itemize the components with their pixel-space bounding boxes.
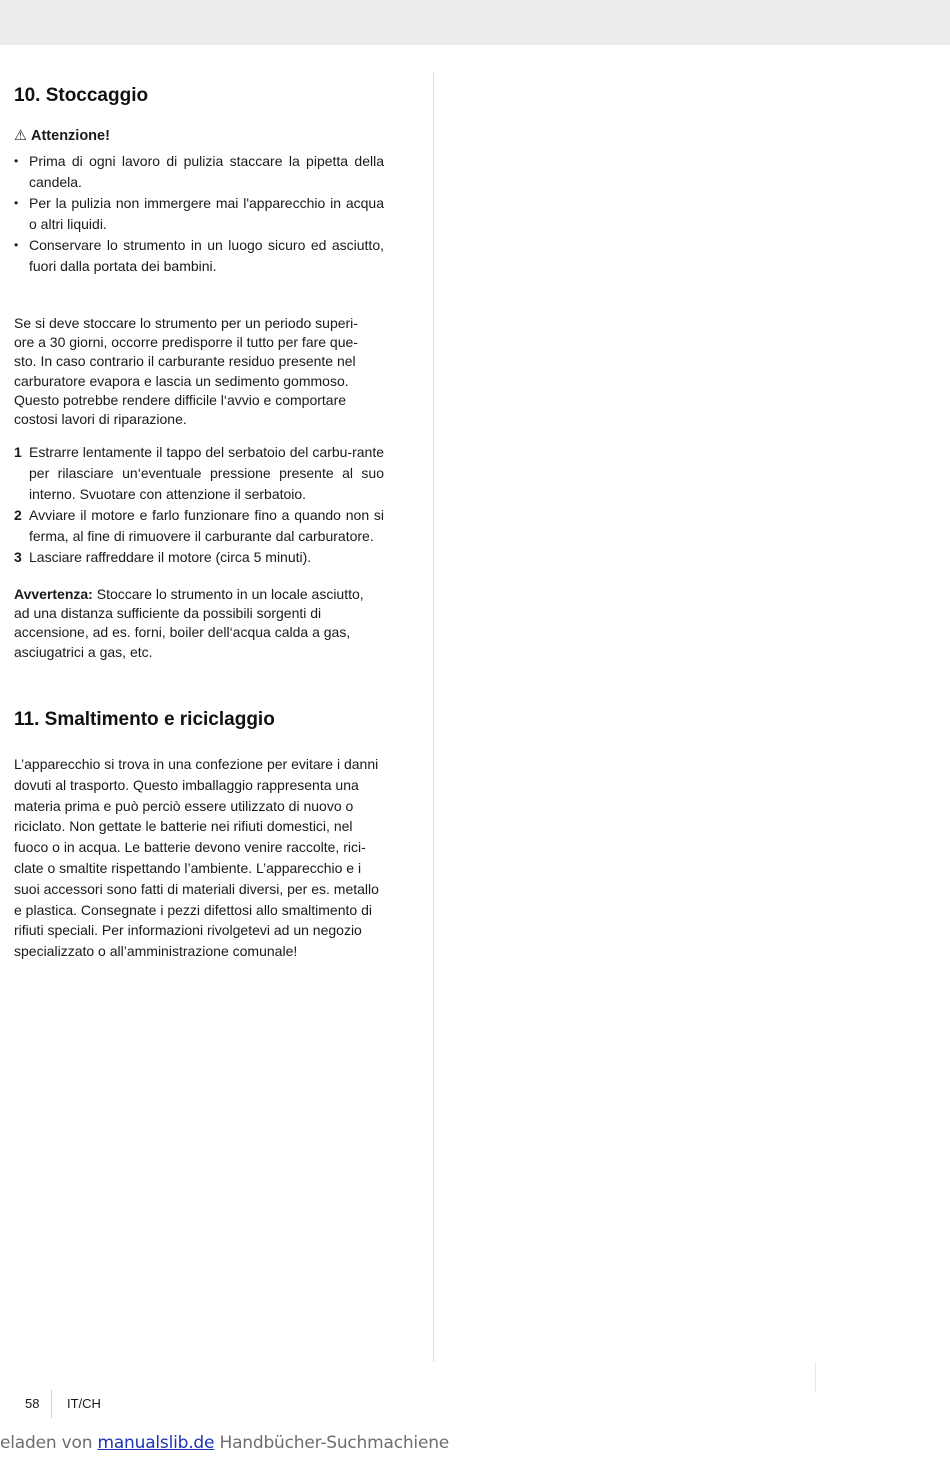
text-line: suoi accessori sono fatti di materiali diversi, per es. metallo — [14, 880, 379, 897]
step-text: Lasciare raffreddare il motore (circa 5 minuti). — [29, 549, 312, 565]
bullet-item: • Per la pulizia non immergere mai l'apparecchio in acqua o altri liquidi. — [14, 193, 384, 235]
text-line: e plastica. Consegnate i pezzi difettosi allo smaltimento di — [14, 901, 372, 918]
bullet-item: • Conservare lo strumento in un luogo sicuro ed asciutto, fuori dalla portata dei bambini. — [14, 235, 384, 277]
storage-intro-paragraph — [14, 314, 384, 429]
text-line: costosi lavori di riparazione. — [14, 411, 187, 428]
section-10-title: 10. Stoccaggio — [14, 85, 149, 106]
bullet-item: • Prima di ogni lavoro di pulizia staccare la pipetta della candela. — [14, 151, 384, 193]
step-number: 2 — [14, 507, 22, 523]
text-line: L’apparecchio si trova in una confezione per evitare i danni — [14, 756, 379, 772]
storage-note-paragraph — [14, 585, 384, 662]
disposal-paragraph — [14, 754, 384, 962]
right-column-divider — [815, 1362, 816, 1392]
text-line: ore a 30 giorni, occorre predisporre il tutto per fare que- — [14, 334, 358, 351]
text-line: rifiuti speciali. Per informazioni rivolgetevi ad un negozio — [14, 922, 362, 939]
warning-triangle-icon: ⚠ — [14, 128, 27, 144]
warning-title: Attenzione! — [31, 128, 110, 144]
text-line: carburatore evapora e lascia un sedimento gommoso. — [14, 372, 349, 389]
warning-bullet-list — [14, 151, 384, 277]
storage-steps-list — [14, 442, 384, 568]
text-line: accensione, ad es. forni, boiler dell‘acqua calda a gas, — [14, 624, 351, 641]
page-number: 58 — [25, 1396, 40, 1411]
text-line: sto. In caso contrario il carburante residuo presente nel — [14, 353, 356, 370]
manualslib-link[interactable]: manualslib.de — [97, 1433, 215, 1453]
note-label: Avvertenza: — [14, 586, 93, 602]
text-line: ad una distanza sufficiente da possibili sorgenti di — [14, 605, 322, 622]
step-number: 3 — [14, 549, 22, 565]
text-line: Se si deve stoccare lo strumento per un periodo superi- — [14, 315, 358, 331]
step-number: 1 — [14, 444, 22, 460]
step-text: Estrarre lentamente il tappo del serbatoio del carbu-rante per rilasciare un‘eventuale pressione presente al suo interno. Svuotare con attenzione il serbatoio. — [29, 444, 384, 502]
footer-separator — [51, 1390, 52, 1418]
text-line: materia prima e può perciò essere utilizzato di nuovo o — [14, 797, 354, 814]
footer-language: IT/CH — [67, 1396, 101, 1411]
section-11-title: 11. Smaltimento e riciclaggio — [14, 709, 275, 730]
download-watermark — [0, 1433, 449, 1453]
text-line: Stoccare lo strumento in un locale asciutto, — [92, 586, 364, 602]
text-line: fuoco o in acqua. Le batterie devono venire raccolte, rici- — [14, 839, 366, 856]
text-line: dovuti al trasporto. Questo imballaggio rappresenta una — [14, 776, 359, 793]
watermark-suffix: Handbücher-Suchmachiene — [214, 1433, 450, 1453]
step-item — [14, 442, 384, 505]
column-divider — [433, 72, 434, 1362]
top-bar — [0, 0, 950, 45]
text-line: asciugatrici a gas, etc. — [14, 643, 153, 660]
warning-heading — [14, 128, 110, 144]
watermark-prefix: eladen von — [0, 1433, 98, 1453]
text-line: riciclato. Non gettate le batterie nei rifiuti domestici, nel — [14, 818, 353, 835]
text-line: specializzato o all’amministrazione comunale! — [14, 943, 298, 960]
step-item — [14, 505, 384, 547]
step-text: Avviare il motore e farlo funzionare fino a quando non si ferma, al fine di rimuovere il carburante dal carburatore. — [29, 507, 384, 544]
step-item — [14, 547, 384, 568]
text-line: clate o smaltite rispettando l’ambiente. L’apparecchio e i — [14, 859, 362, 876]
text-line: Questo potrebbe rendere difficile l‘avvio e comportare — [14, 391, 347, 408]
